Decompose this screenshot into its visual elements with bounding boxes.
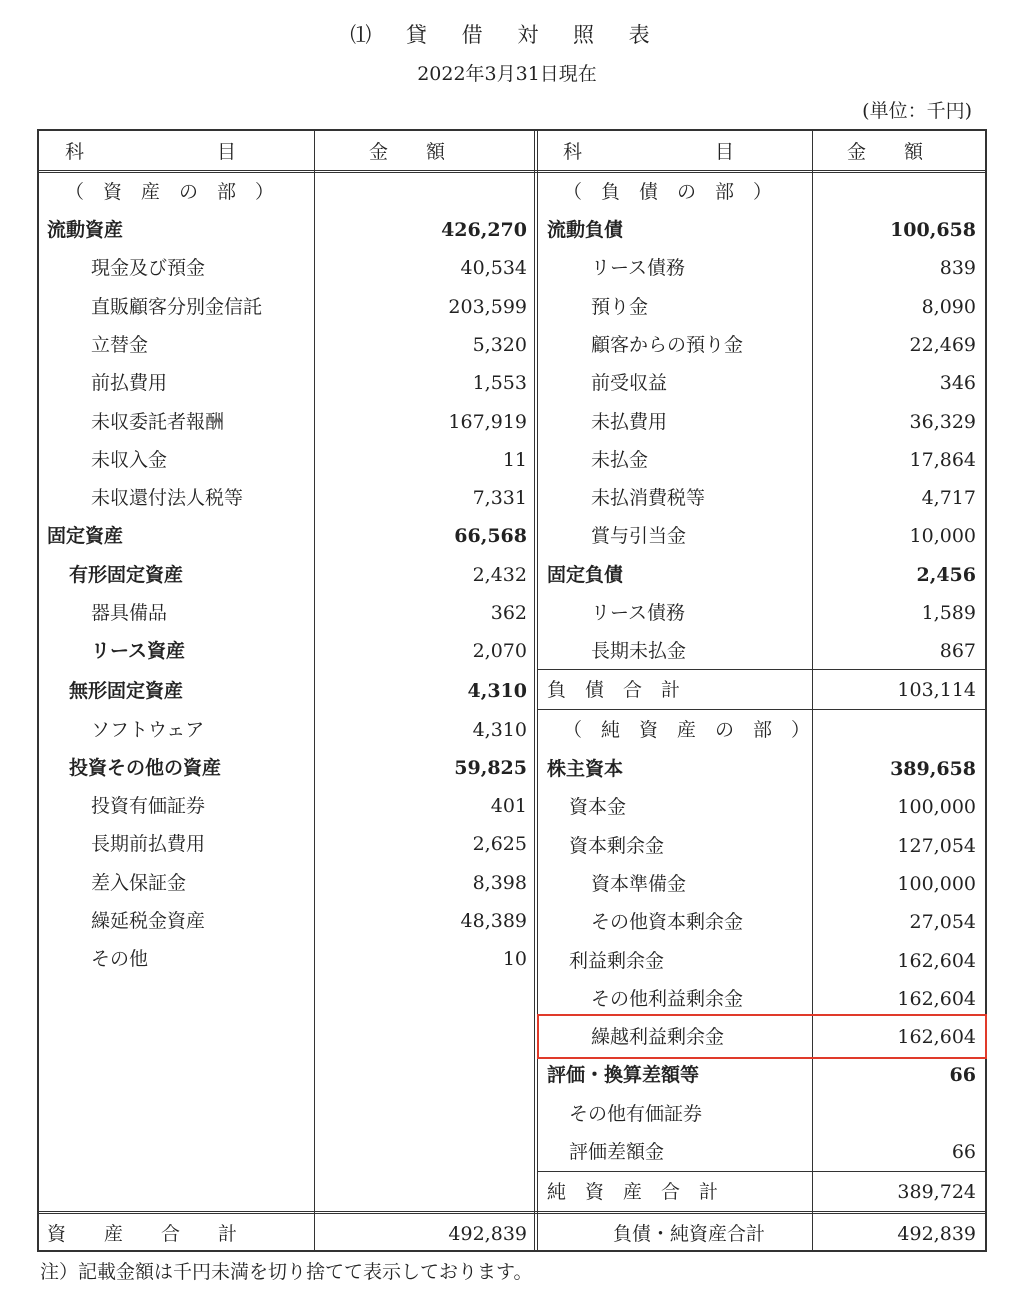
grand-total-value: 492,839 — [897, 1223, 976, 1245]
row-label: 器具備品 — [91, 602, 168, 624]
balance-sheet-table — [37, 129, 987, 1252]
row-label: リース債務 — [591, 257, 686, 279]
grand-total-rule — [39, 1213, 985, 1214]
assets-total-value: 492,839 — [448, 1223, 527, 1245]
row-value: 167,919 — [448, 411, 527, 433]
assets-section-title: （ 資 産 の 部 ） — [65, 181, 275, 203]
row-value: 40,534 — [460, 257, 527, 279]
row-value: 203,599 — [448, 296, 527, 318]
row-value: 2,070 — [472, 640, 527, 662]
row-label: 未収入金 — [91, 449, 168, 471]
row-label: 預り金 — [591, 296, 649, 318]
row-label: 直販顧客分別金信託 — [91, 296, 263, 318]
row-value: 867 — [939, 640, 976, 662]
row-label: 評価・換算差額等 — [547, 1064, 700, 1086]
row-value: 839 — [939, 257, 976, 279]
row-value: 389,658 — [890, 758, 976, 780]
row-value: 401 — [490, 795, 527, 817]
row-label: 繰延税金資産 — [91, 910, 206, 932]
header-subject-left — [65, 133, 289, 171]
net-assets-total-label: 純 資 産 合 計 — [547, 1181, 719, 1203]
row-value: 2,432 — [472, 564, 527, 586]
row-label: 前払費用 — [91, 372, 168, 394]
document-title: ⑴ 貸 借 対 照 表 — [350, 23, 664, 47]
row-label: 利益剰余金 — [569, 950, 665, 972]
col-divider — [812, 131, 813, 1250]
row-value: 36,329 — [909, 411, 976, 433]
row-value: 8,090 — [921, 296, 976, 318]
net-assets-section-rule — [538, 709, 985, 710]
row-label: 有形固定資産 — [69, 564, 184, 586]
header-amount-right — [847, 133, 987, 171]
row-label: リース資産 — [91, 640, 186, 662]
highlight-box — [537, 1014, 987, 1059]
report-date: 2022年3月31日現在 — [417, 63, 597, 85]
row-label: その他利益剰余金 — [591, 988, 744, 1010]
row-label: 長期前払費用 — [91, 833, 206, 855]
row-label: 固定資産 — [47, 525, 124, 547]
grand-total-rule — [39, 1211, 985, 1212]
row-label: 評価差額金 — [569, 1141, 665, 1163]
row-value: 7,331 — [472, 487, 527, 509]
row-value: 66 — [949, 1064, 976, 1086]
row-value: 127,054 — [897, 835, 976, 857]
row-value: 10,000 — [909, 525, 976, 547]
row-label: 差入保証金 — [91, 872, 187, 894]
row-label: 無形固定資産 — [69, 680, 184, 702]
liabilities-section-title: （ 負 債 の 部 ） — [563, 181, 773, 203]
row-label: その他有価証券 — [569, 1103, 703, 1125]
row-label: 投資その他の資産 — [69, 757, 222, 779]
row-value: 8,398 — [472, 872, 527, 894]
net-assets-total-value: 389,724 — [897, 1181, 976, 1203]
header-subject-text: 科 目 — [563, 141, 735, 163]
liabilities-total-label: 負 債 合 計 — [547, 679, 681, 701]
row-value: 66 — [951, 1141, 976, 1163]
net-assets-total-rule — [538, 1171, 985, 1172]
row-value: 362 — [490, 602, 527, 624]
row-label: 立替金 — [91, 334, 149, 356]
row-label: 未収還付法人税等 — [91, 487, 244, 509]
row-value: 48,389 — [460, 910, 527, 932]
row-value: 100,000 — [897, 796, 976, 818]
net-assets-section-title: （ 純 資 産 の 部 ） — [563, 719, 811, 741]
row-value: 100,658 — [890, 219, 976, 241]
unit-label: (単位：千円) — [862, 100, 972, 122]
row-value: 100,000 — [897, 873, 976, 895]
row-label: 未払消費税等 — [591, 487, 706, 509]
row-value: 59,825 — [454, 757, 527, 779]
row-value: 27,054 — [909, 911, 976, 933]
liabilities-total-value: 103,114 — [897, 679, 976, 701]
row-label: 投資有価証券 — [91, 795, 206, 817]
row-label: 資本準備金 — [591, 873, 687, 895]
row-value — [814, 1095, 976, 1133]
row-label: 繰越利益剰余金 — [591, 1026, 725, 1048]
row-label: その他 — [91, 948, 149, 970]
row-value: 17,864 — [909, 449, 976, 471]
row-value: 346 — [939, 372, 976, 394]
row-label: 固定負債 — [547, 564, 624, 586]
row-value: 2,625 — [472, 833, 527, 855]
row-value: 4,310 — [472, 719, 527, 741]
row-value: 66,568 — [454, 525, 527, 547]
row-value: 1,589 — [921, 602, 976, 624]
header-subject-right — [563, 133, 787, 171]
row-value: 10 — [502, 948, 527, 970]
row-label: 株主資本 — [547, 758, 624, 780]
row-label: リース債務 — [591, 602, 686, 624]
row-value: 22,469 — [909, 334, 976, 356]
row-label: 資本剰余金 — [569, 835, 665, 857]
row-value: 426,270 — [441, 219, 527, 241]
footnote: 注）記載金額は千円未満を切り捨てて表示しております。 — [40, 1261, 533, 1283]
row-label: 資本金 — [569, 796, 627, 818]
row-label: 流動資産 — [47, 219, 124, 241]
row-label: 長期未払金 — [591, 640, 687, 662]
row-value: 2,456 — [916, 564, 976, 586]
row-label: その他資本剰余金 — [591, 911, 744, 933]
row-value: 4,310 — [467, 680, 527, 702]
row-label: 未払金 — [591, 449, 649, 471]
header-subject-text: 科 目 — [65, 141, 237, 163]
row-label: 未収委託者報酬 — [91, 411, 225, 433]
row-label: 賞与引当金 — [591, 525, 687, 547]
row-value: 162,604 — [897, 1026, 976, 1048]
header-amount-left — [369, 133, 509, 171]
row-label: 未払費用 — [591, 411, 668, 433]
grand-total-label: 負債・純資産合計 — [613, 1223, 766, 1245]
row-label: 流動負債 — [547, 219, 624, 241]
row-value: 162,604 — [897, 988, 976, 1010]
header-amount-text: 金 額 — [369, 141, 446, 163]
row-value: 4,717 — [921, 487, 976, 509]
row-value: 1,553 — [472, 372, 527, 394]
row-value: 162,604 — [897, 950, 976, 972]
row-label: 前受収益 — [591, 372, 668, 394]
assets-total-label: 資 産 合 計 — [47, 1223, 238, 1245]
center-double-divider — [534, 131, 538, 1250]
row-label: 顧客からの預り金 — [591, 334, 744, 356]
row-value: 11 — [502, 449, 527, 471]
header-amount-text: 金 額 — [847, 141, 924, 163]
row-label: ソフトウェア — [91, 719, 205, 741]
row-value: 5,320 — [472, 334, 527, 356]
row-label: 現金及び預金 — [91, 257, 206, 279]
